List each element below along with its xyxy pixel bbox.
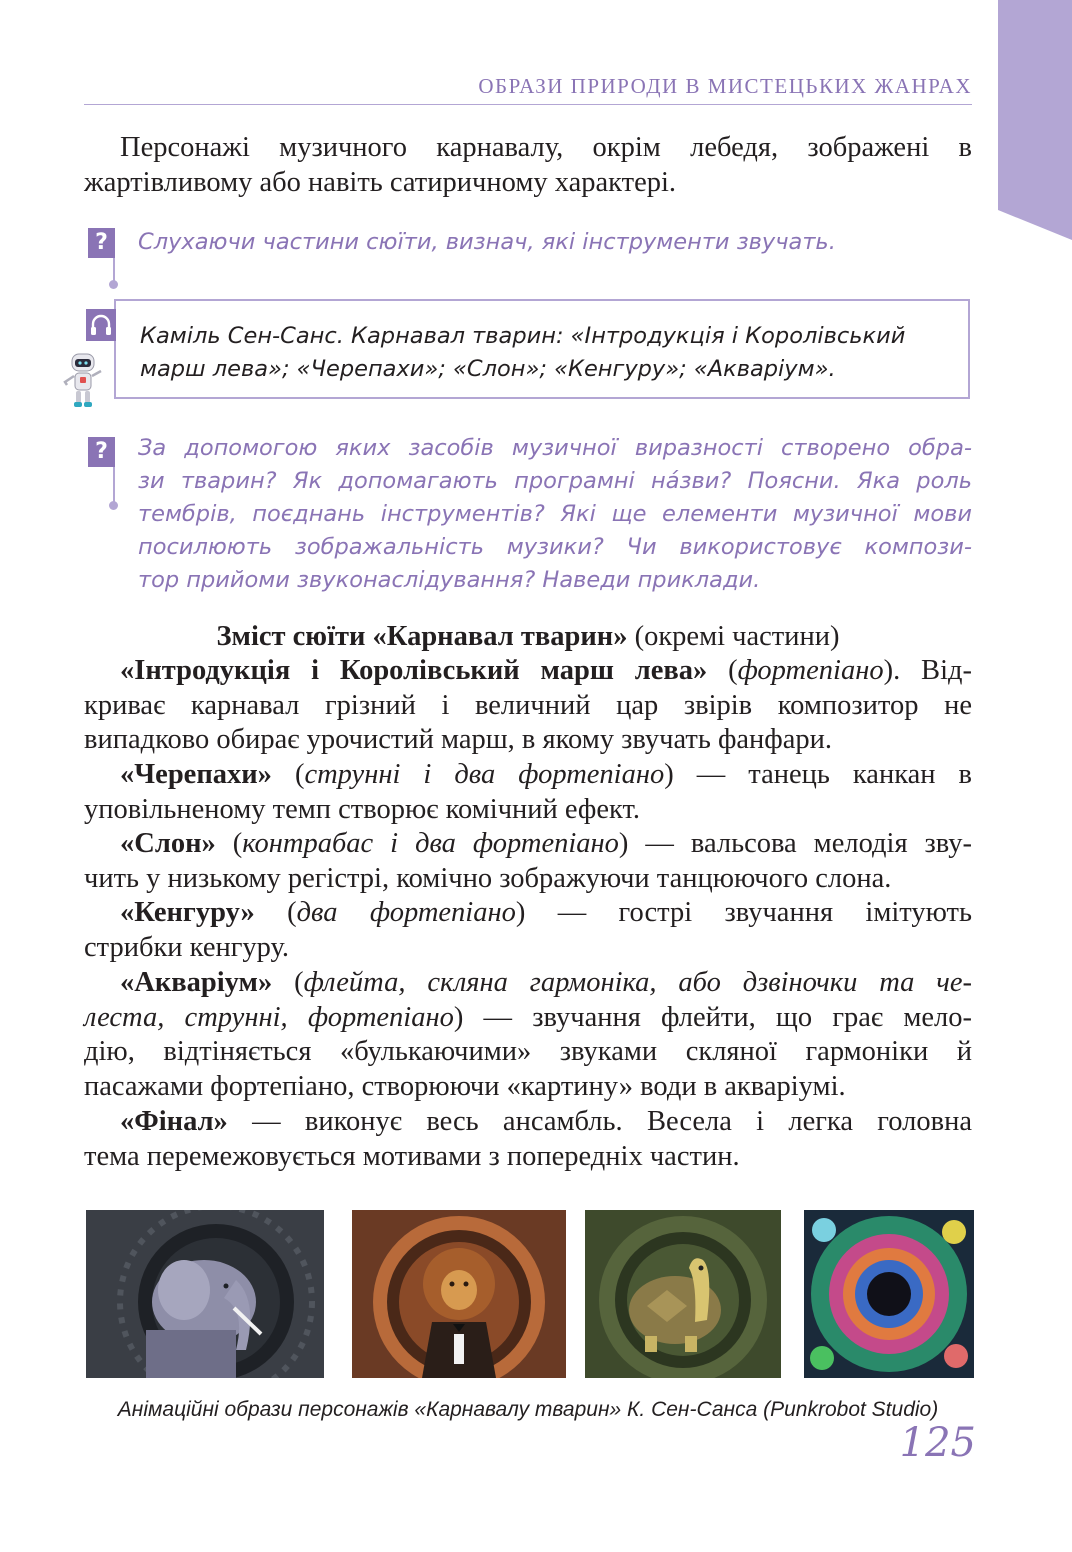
question-2-line: посилюють зображальність музики? Чи використовує компози- xyxy=(138,534,972,560)
listening-text xyxy=(140,320,952,386)
part-introduction: «Інтродукція і Королівський марш лева» (фортепіано). Від- криває карнавал грізний і величний цар звірів композитор не випадково обирає урочистий марш, в якому звучать фанфари. xyxy=(84,654,972,758)
question-stem xyxy=(113,467,115,503)
part-title: «Черепахи» xyxy=(120,759,272,790)
part-elephant: «Слон» (контрабас і два фортепіано) — вальсова мелодія зву- чить у низькому регістрі, комічно зображуючи танцюючого слона. xyxy=(84,827,972,896)
question-1-text: Слухаючи частини сюїти, визнач, які інструменти звучать. xyxy=(138,229,836,255)
turtle-image xyxy=(585,1210,781,1378)
question-stem-dot xyxy=(109,280,118,289)
content-heading-title: Зміст сюїти «Карнавал тварин» xyxy=(216,621,628,652)
question-2-line: За допомогою яких засобів музичної виразності створено обра- xyxy=(138,435,972,461)
part-title: «Інтродукція і Королівський марш лева» xyxy=(120,655,708,686)
intro-line-2: жартівливому або навіть сатиричному характері. xyxy=(84,166,677,198)
elephant-image xyxy=(86,1210,324,1378)
part-instruments: леста, струнні, фортепіано xyxy=(84,1001,454,1033)
part-title: «Слон» xyxy=(120,828,216,859)
part-title: «Кенгуру» xyxy=(120,897,255,928)
part-instruments: флейта, скляна гармоніка, або дзвіночки та че- xyxy=(303,967,973,998)
part-aquarium: «Акваріум» (флейта, скляна гармоніка, або дзвіночки та че- леста, струнні, фортепіано) — звучання флейти, що грає мело- дію, відтіняється «булькаючими» звуками скляної гармоніки й пасажами фортепіано, створюючи «картину» води в акваріумі. xyxy=(84,966,972,1104)
part-line: уповільненому темп створює комічний ефект. xyxy=(84,793,640,825)
question-2-line: тембрів, поєднань інструментів? Які ще елементи музичної мови xyxy=(138,501,972,527)
question-2-text xyxy=(138,432,972,597)
part-instruments: фортепіано xyxy=(737,655,884,686)
part-instruments: контрабас і два фортепіано xyxy=(242,828,619,859)
part-line: стрибки кенгуру. xyxy=(84,931,290,963)
robot-icon xyxy=(62,352,104,410)
part-line: випадково обирає урочистий марш, в якому звучать фанфари. xyxy=(84,724,833,756)
part-title: «Фінал» xyxy=(120,1106,228,1137)
part-instruments: струнні і два фортепіано xyxy=(304,759,665,790)
question-2-line: тор прийоми звуконаслідування? Наведи приклади. xyxy=(138,567,761,593)
question-stem xyxy=(113,258,115,282)
part-line: криває карнавал грізний і величний цар звірів композитор не xyxy=(84,689,972,721)
listening-line-2: марш лева»; «Черепахи»; «Слон»; «Кенгуру»; «Акваріум». xyxy=(140,356,836,382)
intro-line-1: Персонажі музичного карнавалу, окрім лебедя, зображені в xyxy=(120,132,972,163)
question-stem-dot xyxy=(109,501,118,510)
question-icon: ? xyxy=(88,228,115,258)
figure-caption: Анімаційні образи персонажів «Карнавалу тварин» К. Сен-Санса (Punkrobot Studio) xyxy=(117,1398,939,1421)
part-turtles: «Черепахи» (струнні і два фортепіано) — танець канкан в уповільненому темп створює комічний ефект. xyxy=(84,758,972,827)
header-rule xyxy=(84,104,972,105)
part-kangaroo: «Кенгуру» (два фортепіано) — гострі звучання імітують стрибки кенгуру. xyxy=(84,896,972,965)
page-number: 125 xyxy=(899,1420,976,1466)
running-head: ОБРАЗИ ПРИРОДИ В МИСТЕЦЬКИХ ЖАНРАХ xyxy=(478,74,972,98)
question-2-line: зи тварин? Як допомагають програмні на́зви? Поясни. Яка роль xyxy=(138,468,972,494)
part-title: «Акваріум» xyxy=(120,967,273,998)
content-heading xyxy=(84,620,972,655)
chapter-tab xyxy=(998,0,1072,240)
headphones-icon xyxy=(86,309,116,341)
aquarium-image xyxy=(804,1210,974,1378)
content-heading-note: (окремі частини) xyxy=(627,621,840,652)
part-line: дію, відтіняється «булькаючими» звуками скляної гармоніки й xyxy=(84,1036,972,1068)
part-line: чить у низькому регістрі, комічно зображуючи танцюючого слона. xyxy=(84,862,892,894)
part-instruments: два фортепіано xyxy=(296,897,516,928)
listening-line-1: Каміль Сен-Санс. Карнавал тварин: «Інтродукція і Королівський xyxy=(140,323,906,349)
lion-image xyxy=(352,1210,566,1378)
part-line: тема перемежовується мотивами з попередніх частин. xyxy=(84,1140,740,1172)
part-finale: «Фінал» — виконує весь ансамбль. Весела і легка головна тема перемежовується мотивами з попередніх частин. xyxy=(84,1105,972,1174)
question-icon: ? xyxy=(88,437,115,467)
part-line: пасажами фортепіано, створюючи «картину» води в акваріумі. xyxy=(84,1070,846,1102)
intro-paragraph xyxy=(84,131,972,200)
